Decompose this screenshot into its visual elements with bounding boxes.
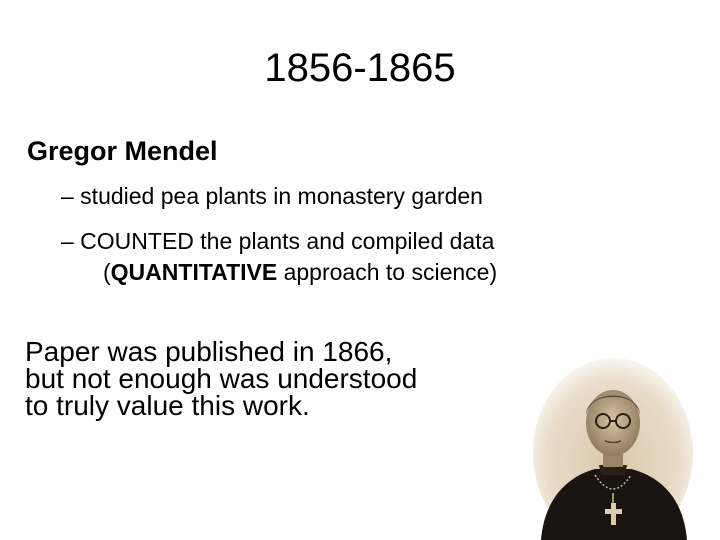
paragraph-line: but not enough was understood <box>25 363 418 394</box>
publication-paragraph <box>25 338 495 419</box>
bullet-continuation <box>103 257 497 287</box>
bullet-continuation-rest: approach to science) <box>277 259 498 285</box>
slide-title: 1856-1865 <box>264 46 456 90</box>
heading-gregor-mendel: Gregor Mendel <box>27 136 218 166</box>
bullet-item: – studied pea plants in monastery garden <box>61 183 483 209</box>
paragraph-line: Paper was published in 1866, <box>25 336 393 367</box>
paragraph-line: to truly value this work. <box>25 390 310 421</box>
mendel-portrait-image <box>533 353 693 540</box>
open-paren: ( <box>103 259 111 285</box>
bullet-item: – COUNTED the plants and compiled data <box>61 228 495 254</box>
quantitative-emphasis: QUANTITATIVE <box>110 259 278 285</box>
